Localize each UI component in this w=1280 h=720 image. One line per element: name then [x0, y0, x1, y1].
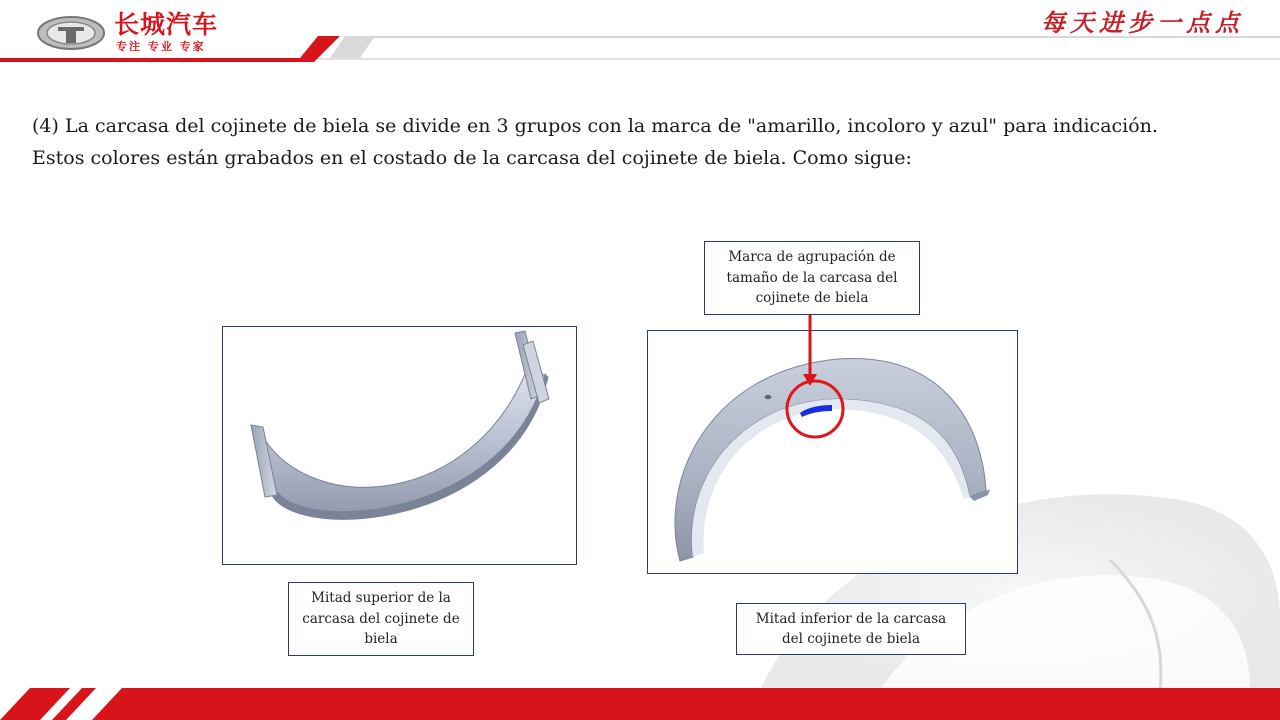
- intro-line-1: (4) La carcasa del cojinete de biela se divide en 3 grupos con la marca de "amarillo, incoloro y azul" para indicación.: [32, 115, 1158, 137]
- label-lower-half-text: Mitad inferior de la carcasa del cojinete de biela: [755, 610, 947, 647]
- motto-text: 每天进步一点点: [1041, 8, 1244, 37]
- label-upper-half-text: Mitad superior de la carcasa del cojinete de biela: [302, 590, 460, 648]
- label-lower-half: [736, 603, 966, 655]
- label-group-mark-text: Marca de agrupación de tamaño de la carcasa del cojinete de biela: [726, 249, 898, 307]
- label-group-mark: [704, 241, 920, 315]
- brand-slogan: 专注 专业 专家: [116, 40, 206, 53]
- intro-paragraph: [32, 110, 1262, 174]
- header: [0, 0, 1280, 64]
- lower-half-image: [647, 330, 1018, 574]
- upper-bearing-shell-illustration: [223, 327, 576, 564]
- brand-logo-icon: [36, 15, 106, 51]
- label-upper-half: [288, 582, 474, 656]
- upper-half-image: [222, 326, 577, 565]
- lower-bearing-shell-illustration: [648, 331, 1017, 573]
- brand-name: 长城汽车: [114, 10, 219, 39]
- red-arrow-icon: [790, 308, 830, 388]
- footer-stripes: [0, 688, 1280, 720]
- intro-line-2: Estos colores están grabados en el costado de la carcasa del cojinete de biela. Como sigue:: [32, 147, 912, 169]
